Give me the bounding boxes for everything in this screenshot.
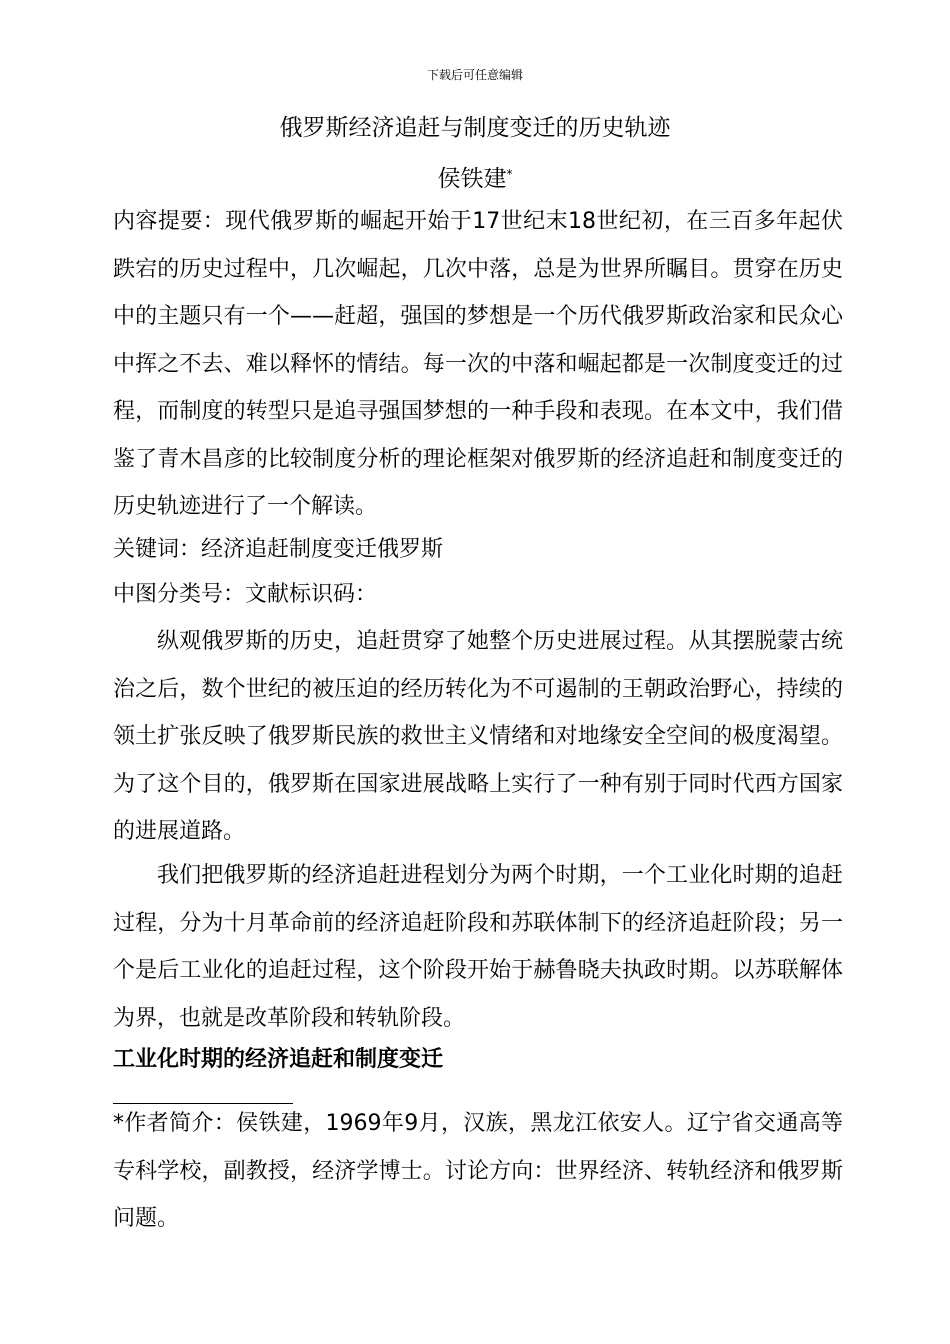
section-heading: 工业化时期的经济追赶和制度变迁 (113, 1047, 444, 1072)
body-paragraph: 我们把俄罗斯的经济追赶进程划分为两个时期，一个工业化时期的追赶过程，分为十月革命前的经济追赶阶段和苏联体制下的经济追赶阶段；另一个是后工业化的追赶过程，这个阶段开始于赫鲁晓夫执政时期。以苏联解体为界，也就是改革阶段和转轨阶段。 (113, 863, 843, 1031)
author-line (0, 158, 950, 195)
body-paragraph: 纵观俄罗斯的历史，追赶贯穿了她整个历史进展过程。从其摆脱蒙古统治之后，数个世纪的被压迫的经历转化为不可遏制的王朝政治野心，持续的领土扩张反映了俄罗斯民族的救世主义情绪和对地缘安全空间的极度渴望。为了这个目的，俄罗斯在国家进展战略上实行了一种有别于同时代西方国家的进展道路。 (113, 629, 843, 844)
header-note: 下载后可任意编辑 (426, 68, 523, 82)
author-footnote-mark: * (506, 167, 513, 181)
author-name: 侯铁建 (437, 166, 507, 192)
document-title: 俄罗斯经济追赶与制度变迁的历史轨迹 (279, 115, 671, 141)
keywords: 关键词：经济追赶制度变迁俄罗斯 (113, 537, 444, 562)
author-footnote: *作者简介：侯铁建，1969年9月，汉族，黑龙江依安人。辽宁省交通高等专科学校，副教授，经济学博士。讨论方向：世界经济、转轨经济和俄罗斯问题。 (113, 1111, 843, 1231)
classification-codes: 中图分类号：文献标识码： (113, 582, 378, 607)
abstract: 内容提要：现代俄罗斯的崛起开始于17世纪末18世纪初，在三百多年起伏跌宕的历史过程中，几次崛起，几次中落，总是为世界所瞩目。贯穿在历史中的主题只有一个——赶超，强国的梦想是一个历代俄罗斯政治家和民众心中挥之不去、难以释怀的情结。每一次的中落和崛起都是一次制度变迁的过程，而制度的转型只是追寻强国梦想的一种手段和表现。在本文中，我们借鉴了青木昌彦的比较制度分析的理论框架对俄罗斯的经济追赶和制度变迁的历史轨迹进行了一个解读。 (113, 209, 843, 519)
